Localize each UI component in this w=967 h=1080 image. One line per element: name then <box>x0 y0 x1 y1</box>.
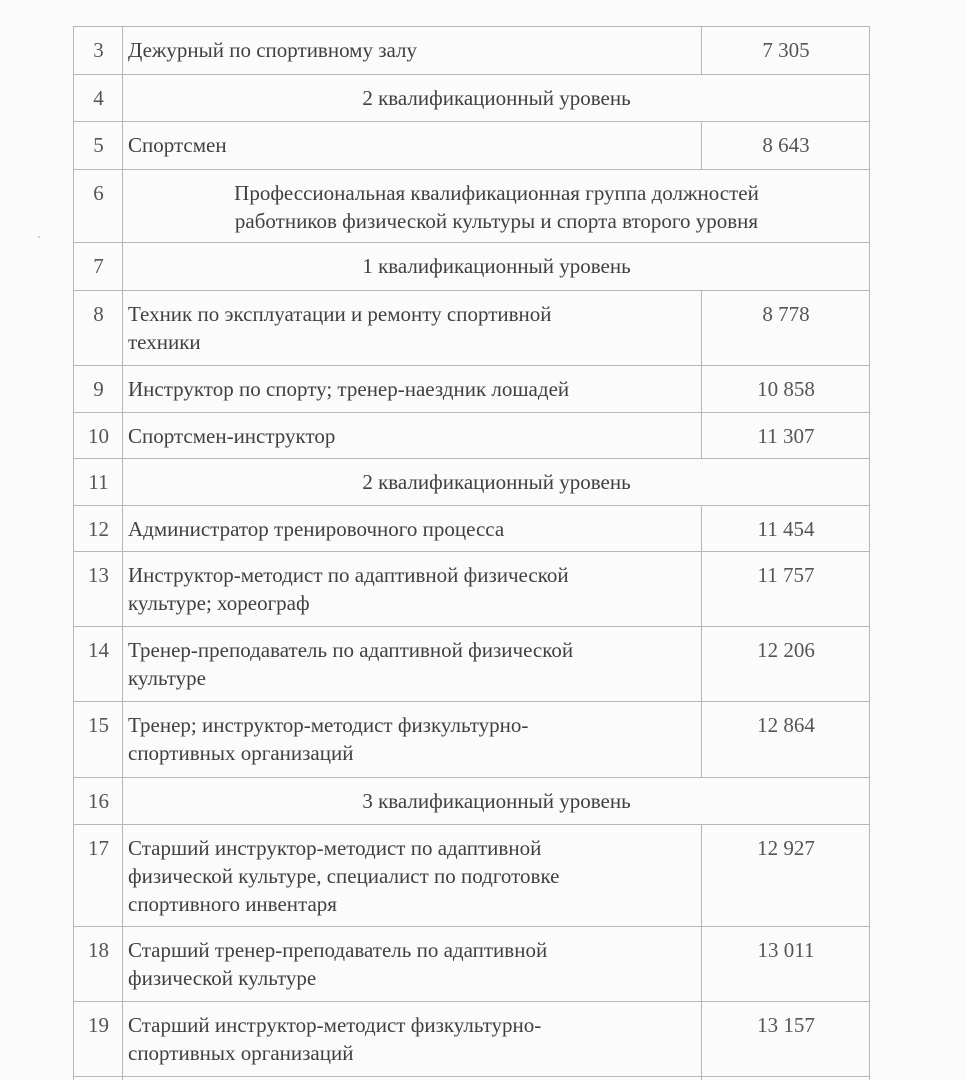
table-row <box>74 627 870 702</box>
salary-value: 12 927 <box>702 825 870 927</box>
title-line: Старший тренер-преподаватель по адаптивной <box>128 938 548 962</box>
row-number: 11 <box>74 459 123 506</box>
qualification-level-heading: 3 квалификационный уровень <box>123 778 870 825</box>
position-title <box>123 1002 702 1077</box>
position-title <box>123 702 702 778</box>
title-line: культуре; хореограф <box>128 591 310 615</box>
position-title <box>123 825 702 927</box>
qualification-level-heading: 2 квалификационный уровень <box>123 75 870 122</box>
salary-value: 11 307 <box>702 413 870 459</box>
heading-line: Профессиональная квалификационная группа должностей <box>234 181 759 205</box>
title-line: Тренер-преподаватель по адаптивной физической <box>128 638 574 662</box>
title-line: физической культуре, специалист по подготовке <box>128 864 560 888</box>
table-row <box>74 552 870 627</box>
title-line: физической культуре <box>128 966 317 990</box>
table-row <box>74 825 870 927</box>
row-number: 3 <box>74 27 123 75</box>
salary-value: 12 864 <box>702 702 870 778</box>
salary-value <box>702 1077 870 1080</box>
title-line: Старший инструктор-методист физкультурно- <box>128 1013 542 1037</box>
row-number: 8 <box>74 291 123 366</box>
salary-value: 13 011 <box>702 927 870 1002</box>
title-line: Инструктор-методист по адаптивной физической <box>128 563 569 587</box>
row-number: 17 <box>74 825 123 927</box>
position-title <box>123 927 702 1002</box>
position-title <box>123 291 702 366</box>
row-number: 4 <box>74 75 123 122</box>
position-title: Инструктор по спорту; тренер-наездник лошадей <box>123 366 702 413</box>
table-row <box>74 170 870 243</box>
title-line: спортивных организаций <box>128 1041 354 1065</box>
row-number <box>74 1077 123 1080</box>
table-row <box>74 27 870 75</box>
row-number: 12 <box>74 506 123 552</box>
row-number: 15 <box>74 702 123 778</box>
position-title <box>123 627 702 702</box>
position-title: Администратор тренировочного процесса <box>123 506 702 552</box>
table-row <box>74 291 870 366</box>
position-title: Дежурный по спортивному залу <box>123 27 702 75</box>
position-title: Спортсмен <box>123 122 702 170</box>
title-line: Старший инструктор-методист по адаптивной <box>128 836 542 860</box>
row-number: 5 <box>74 122 123 170</box>
table-row <box>74 927 870 1002</box>
table-row <box>74 778 870 825</box>
title-line: спортивного инвентаря <box>128 892 337 916</box>
table-row-cutoff <box>74 1077 870 1080</box>
title-line: спортивных организаций <box>128 741 354 765</box>
salary-value: 11 454 <box>702 506 870 552</box>
qualification-level-heading: 1 квалификационный уровень <box>123 243 870 291</box>
title-line: Техник по эксплуатации и ремонту спортивной <box>128 302 552 326</box>
title-line: культуре <box>128 666 206 690</box>
table-row <box>74 366 870 413</box>
position-title <box>123 1077 702 1080</box>
row-number: 18 <box>74 927 123 1002</box>
position-title: Спортсмен-инструктор <box>123 413 702 459</box>
row-number: 9 <box>74 366 123 413</box>
table-row <box>74 243 870 291</box>
table-row <box>74 459 870 506</box>
position-title <box>123 552 702 627</box>
row-number: 13 <box>74 552 123 627</box>
table-row <box>74 1002 870 1077</box>
table-row <box>74 75 870 122</box>
row-number: 7 <box>74 243 123 291</box>
scan-speck <box>38 236 40 238</box>
row-number: 16 <box>74 778 123 825</box>
qualification-group-heading <box>123 170 870 243</box>
heading-line: работников физической культуры и спорта второго уровня <box>234 209 759 233</box>
table-row <box>74 122 870 170</box>
table-row <box>74 413 870 459</box>
salary-value: 12 206 <box>702 627 870 702</box>
salary-value: 10 858 <box>702 366 870 413</box>
table-row <box>74 506 870 552</box>
salary-value: 7 305 <box>702 27 870 75</box>
title-line: техники <box>128 330 201 354</box>
salary-value: 8 778 <box>702 291 870 366</box>
salary-value: 8 643 <box>702 122 870 170</box>
table-row <box>74 702 870 778</box>
salary-value: 13 157 <box>702 1002 870 1077</box>
row-number: 6 <box>74 170 123 243</box>
row-number: 14 <box>74 627 123 702</box>
qualification-level-heading: 2 квалификационный уровень <box>123 459 870 506</box>
row-number: 10 <box>74 413 123 459</box>
title-line: Тренер; инструктор-методист физкультурно- <box>128 713 529 737</box>
salary-value: 11 757 <box>702 552 870 627</box>
salary-table <box>73 26 870 1080</box>
row-number: 19 <box>74 1002 123 1077</box>
